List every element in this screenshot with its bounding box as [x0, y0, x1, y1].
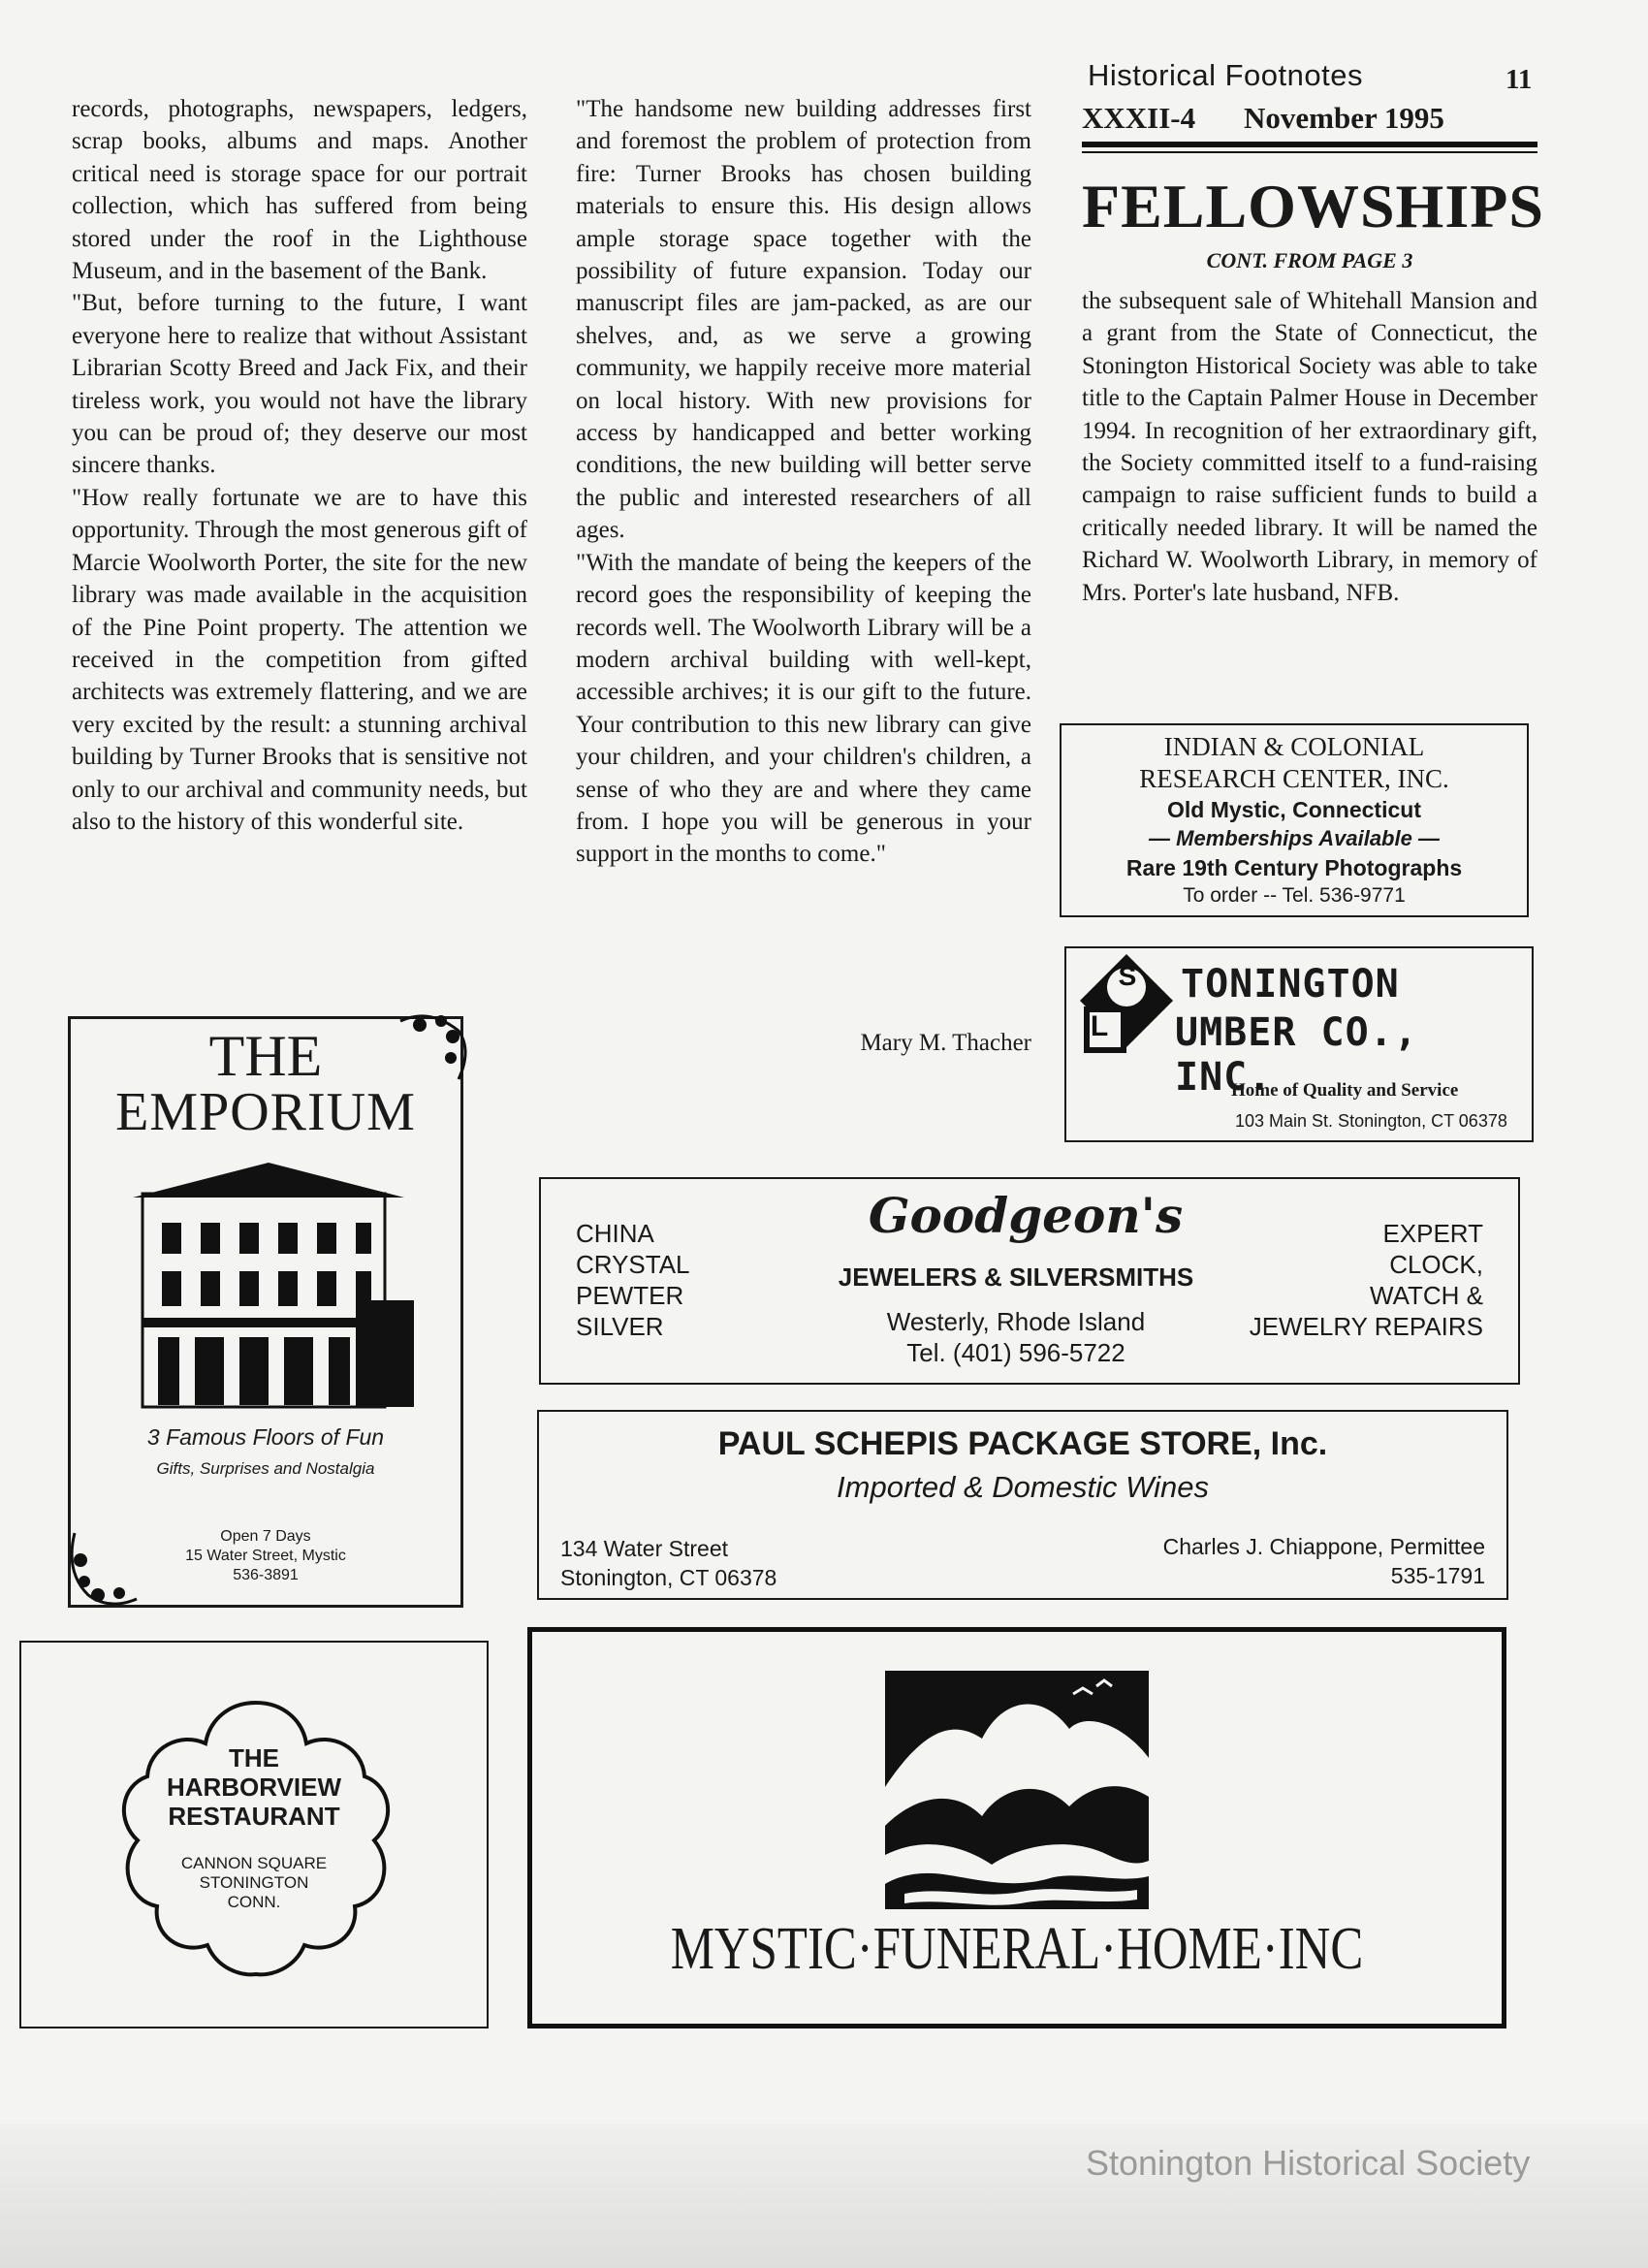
- paragraph: "With the mandate of being the keepers of the record goes the responsibility of keeping the records well. The Woolworth Library will be a modern archival building with well-kept, accessible archives; it is our gift to the future. Your contribution to this new library can give your children, and your children's children, a sense of who they are and where they came from. I hope you will be generous in your support in the months to come.": [576, 549, 1031, 868]
- header-rule-thin: [1082, 151, 1537, 153]
- emporium-title-1: THE: [208, 1024, 323, 1088]
- column-left: [72, 93, 527, 838]
- ad-line: To order -- Tel. 536-9771: [1183, 884, 1406, 907]
- harborview-addr: CANNON SQUARE: [180, 1854, 328, 1872]
- ad-line: Rare 19th Century Photographs: [1125, 855, 1463, 880]
- paragraph: "The handsome new building addresses first and foremost the problem of protection from fire: Turner Brooks has chosen building materials to ensure this. His design allows ample storage space together with the possibility of future expansion. Today our manuscript files are jam-packed, as are our shelves, and, as we serve a growing community, we happily receive more material on local history. With new provisions for access by handicapped and better working conditions, the new building will better serve the public and interested researchers of all ages.: [576, 96, 1031, 544]
- page-number: 11: [1505, 64, 1533, 95]
- emporium-slogan: 3 Famous Floors of Fun: [146, 1424, 385, 1450]
- lumber-address: 103 Main St. Stonington, CT 06378: [1235, 1111, 1507, 1131]
- ad-mystic-funeral-home: [527, 1627, 1506, 2028]
- schepis-sub: Imported & Domestic Wines: [837, 1470, 1209, 1504]
- lumber-tagline: Home of Quality and Service: [1231, 1080, 1459, 1101]
- lumber-logo-l: L: [1090, 1010, 1109, 1042]
- ad-harborview: [19, 1641, 489, 2028]
- harborview-line: THE: [229, 1743, 279, 1773]
- emporium-phone: 536-3891: [233, 1567, 299, 1583]
- column-right: [1082, 285, 1537, 609]
- harborview-line: RESTAURANT: [168, 1802, 340, 1831]
- goodgeons-left-item: PEWTER: [576, 1281, 684, 1310]
- harborview-line: HARBORVIEW: [166, 1773, 342, 1802]
- ad-line: RESEARCH CENTER, INC.: [1139, 764, 1449, 793]
- goodgeons-right-item: WATCH &: [1370, 1281, 1483, 1310]
- goodgeons-sub: JEWELERS & SILVERSMITHS: [838, 1262, 1194, 1292]
- issue-number: XXXII-4: [1082, 101, 1196, 135]
- emporium-address: 15 Water Street, Mystic: [185, 1548, 346, 1564]
- lumber-logo-s: S: [1118, 961, 1137, 991]
- ad-line: — Memberships Available —: [1149, 826, 1440, 850]
- schepis-address: [560, 1534, 776, 1592]
- lumber-name-1: TONINGTON: [1181, 962, 1400, 1006]
- signature: Mary M. Thacher: [860, 1030, 1031, 1056]
- harborview-shell-frame-icon: [112, 1693, 399, 1984]
- goodgeons-left-item: CRYSTAL: [576, 1250, 690, 1279]
- schepis-name: PAUL SCHEPIS PACKAGE STORE, Inc.: [717, 1425, 1328, 1462]
- schepis-address-line: 134 Water Street: [560, 1536, 729, 1561]
- watermark: Stonington Historical Society: [1086, 2143, 1531, 2183]
- goodgeons-right-item: CLOCK,: [1389, 1250, 1483, 1279]
- ad-goodgeons: [539, 1177, 1520, 1385]
- goodgeons-left-item: SILVER: [576, 1312, 664, 1341]
- ad-line: INDIAN & COLONIAL: [1163, 732, 1425, 761]
- column-middle: [576, 93, 1031, 871]
- fellowships-heading: FELLOWSHIPS: [1082, 172, 1544, 240]
- ad-emporium: [68, 1016, 463, 1608]
- funeral-home-name: MYSTIC·FUNERAL·HOME·INC: [670, 1916, 1364, 1982]
- paragraph: the subsequent sale of Whitehall Mansion and a grant from the State of Connecticut, the Stonington Historical Society was able to take title to the Captain Palmer House in December 1994. In recognition of her extraordinary gift, the Society committed itself to a fund-raising campaign to raise sufficient funds to build a critically needed library. It will be named the Richard W. Woolworth Library, in memory of Mrs. Porter's late husband, NFB.: [1082, 288, 1537, 606]
- goodgeons-name: Goodgeon's: [868, 1187, 1184, 1244]
- harborview-addr: STONINGTON: [199, 1873, 309, 1892]
- paragraph: records, photographs, newspapers, ledgers, scrap books, albums and maps. Another critical need is storage space for our portrait collection, which has suffered from being stored under the roof in the Lighthouse Museum, and in the basement of the Bank.: [72, 96, 527, 285]
- emporium-title-2: EMPORIUM: [115, 1082, 416, 1142]
- paragraph: "But, before turning to the future, I want everyone here to realize that without Assistant Librarian Scotty Breed and Jack Fix, and their tireless work, you would not have the library you can be proud of; they deserve our most sincere thanks.: [72, 290, 527, 479]
- header-rule-thick: [1082, 142, 1537, 147]
- ad-indian-colonial: [1060, 723, 1529, 917]
- schepis-address-line: Stonington, CT 06378: [560, 1565, 777, 1590]
- publication-title: Historical Footnotes: [1088, 58, 1363, 92]
- harborview-addr: CONN.: [227, 1893, 281, 1911]
- goodgeons-location: Westerly, Rhode Island: [886, 1307, 1146, 1336]
- continued-note: CONT. FROM PAGE 3: [1206, 248, 1413, 272]
- goodgeons-right-list: [1250, 1218, 1483, 1342]
- paragraph: "How really fortunate we are to have this opportunity. Through the most generous gift of Marcie Woolworth Porter, the site for the new library was made available in the acquisition of the Pine Point property. The attention we received in the competition from gifted architects was extremely flattering, and we are very excited by the result: a stunning archival building by Turner Brooks that is sensitive not only to our archival and community needs, but also to the history of this wonderful site.: [72, 484, 527, 835]
- lumber-name-2: UMBER CO., INC.: [1175, 1010, 1418, 1100]
- ad-schepis: [537, 1410, 1508, 1600]
- goodgeons-right-item: EXPERT: [1382, 1219, 1483, 1248]
- schepis-phone: 535-1791: [1390, 1563, 1485, 1588]
- goodgeons-phone: Tel. (401) 596-5722: [906, 1338, 1125, 1367]
- schepis-permittee: Charles J. Chiappone, Permittee: [1162, 1534, 1485, 1559]
- emporium-hours: Open 7 Days: [220, 1528, 311, 1545]
- goodgeons-left-item: CHINA: [576, 1219, 654, 1248]
- emporium-building-illustration: [113, 1155, 424, 1446]
- emporium-sub: Gifts, Surprises and Nostalgia: [156, 1459, 375, 1478]
- ad-line: Old Mystic, Connecticut: [1167, 797, 1421, 822]
- schepis-contact: [1163, 1532, 1485, 1590]
- goodgeons-left-list: [576, 1218, 690, 1342]
- goodgeons-right-item: JEWELRY REPAIRS: [1249, 1312, 1483, 1341]
- funeral-home-wave-illustration: [885, 1671, 1149, 1909]
- issue-date: November 1995: [1244, 101, 1444, 135]
- ad-stonington-lumber: [1064, 946, 1534, 1142]
